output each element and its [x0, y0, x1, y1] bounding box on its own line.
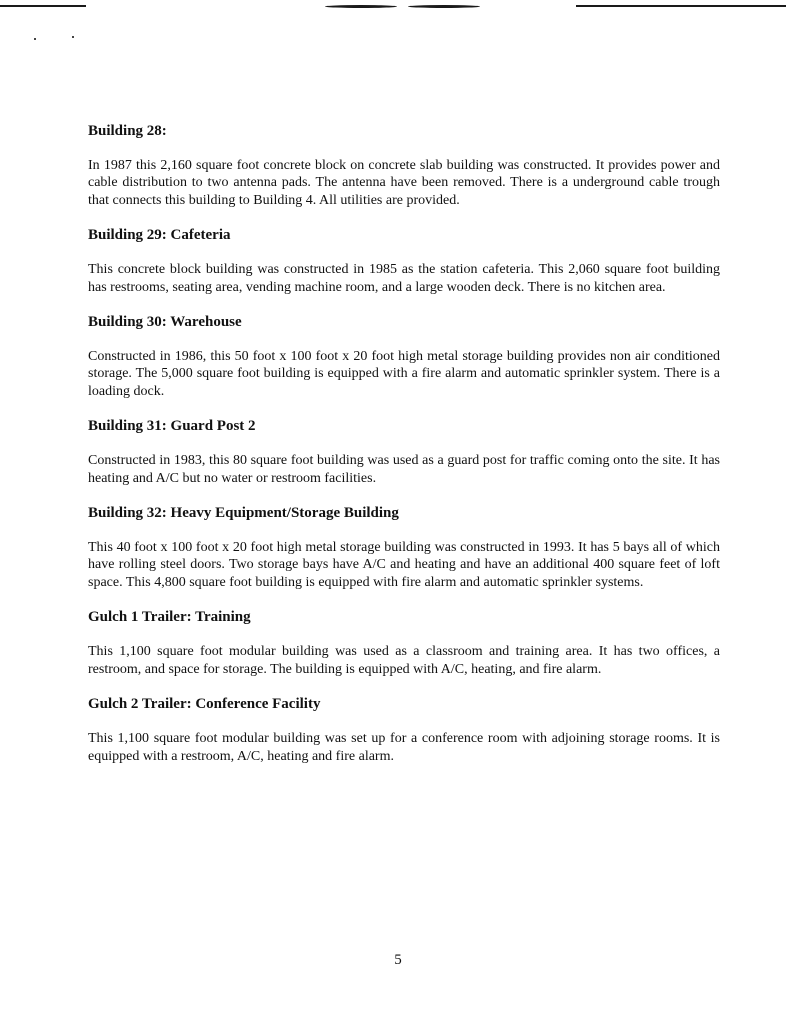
scan-artifact-line — [576, 5, 786, 7]
section-building-30 — [88, 313, 720, 400]
scan-speck — [34, 38, 36, 40]
scan-artifact-line — [325, 5, 397, 8]
section-heading: Gulch 2 Trailer: Conference Facility — [88, 696, 321, 713]
section-body: In 1987 this 2,160 square foot concrete block on concrete slab building was constructed. It provides power and cable distribution to two antenna pads. The antenna have been removed. There is a underground cable trough that connects this building to Building 4. All utilities are provided. — [88, 158, 720, 208]
section-gulch-2-trailer — [88, 695, 720, 765]
section-body: This 40 foot x 100 foot x 20 foot high metal storage building was constructed in 1993. It has 5 bays all of which have rolling steel doors. Two storage bays have A/C and heating and have an additional 400 square feet of loft space. This 4,800 square foot building is equipped with fire alarm and automatic sprinkler systems. — [88, 540, 720, 590]
section-body: This concrete block building was constructed in 1985 as the station cafeteria. This 2,060 square foot building has restrooms, seating area, vending machine room, and a large wooden deck. There is no kitchen area. — [88, 262, 720, 295]
section-heading: Building 28: — [88, 123, 167, 139]
scan-artifact-line — [408, 5, 480, 8]
section-building-32 — [88, 504, 720, 591]
section-body: Constructed in 1986, this 50 foot x 100 foot x 20 foot high metal storage building provides non air conditioned storage. The 5,000 square foot building is equipped with a fire alarm and automatic sprinkler system. There is a loading dock. — [88, 349, 720, 399]
scan-speck — [72, 36, 74, 38]
section-building-29 — [88, 226, 720, 296]
section-body: Constructed in 1983, this 80 square foot building was used as a guard post for traffic coming onto the site. It has heating and A/C but no water or restroom facilities. — [88, 453, 720, 486]
section-heading: Gulch 1 Trailer: Training — [88, 609, 251, 626]
page-number: 5 — [394, 952, 402, 968]
section-heading: Building 32: Heavy Equipment/Storage Building — [88, 505, 399, 522]
section-gulch-1-trailer — [88, 608, 720, 678]
section-building-28 — [88, 122, 720, 209]
section-heading: Building 30: Warehouse — [88, 314, 242, 331]
section-body: This 1,100 square foot modular building was set up for a conference room with adjoining storage rooms. It is equipped with a restroom, A/C, heating and fire alarm. — [88, 731, 720, 764]
section-heading: Building 31: Guard Post 2 — [88, 418, 256, 435]
section-building-31 — [88, 417, 720, 487]
section-heading: Building 29: Cafeteria — [88, 227, 231, 244]
scan-artifact-line — [0, 5, 86, 7]
document-body — [88, 122, 720, 782]
section-body: This 1,100 square foot modular building was used as a classroom and training area. It has two offices, a restroom, and space for storage. The building is equipped with A/C, heating, and fire alarm. — [88, 644, 720, 677]
